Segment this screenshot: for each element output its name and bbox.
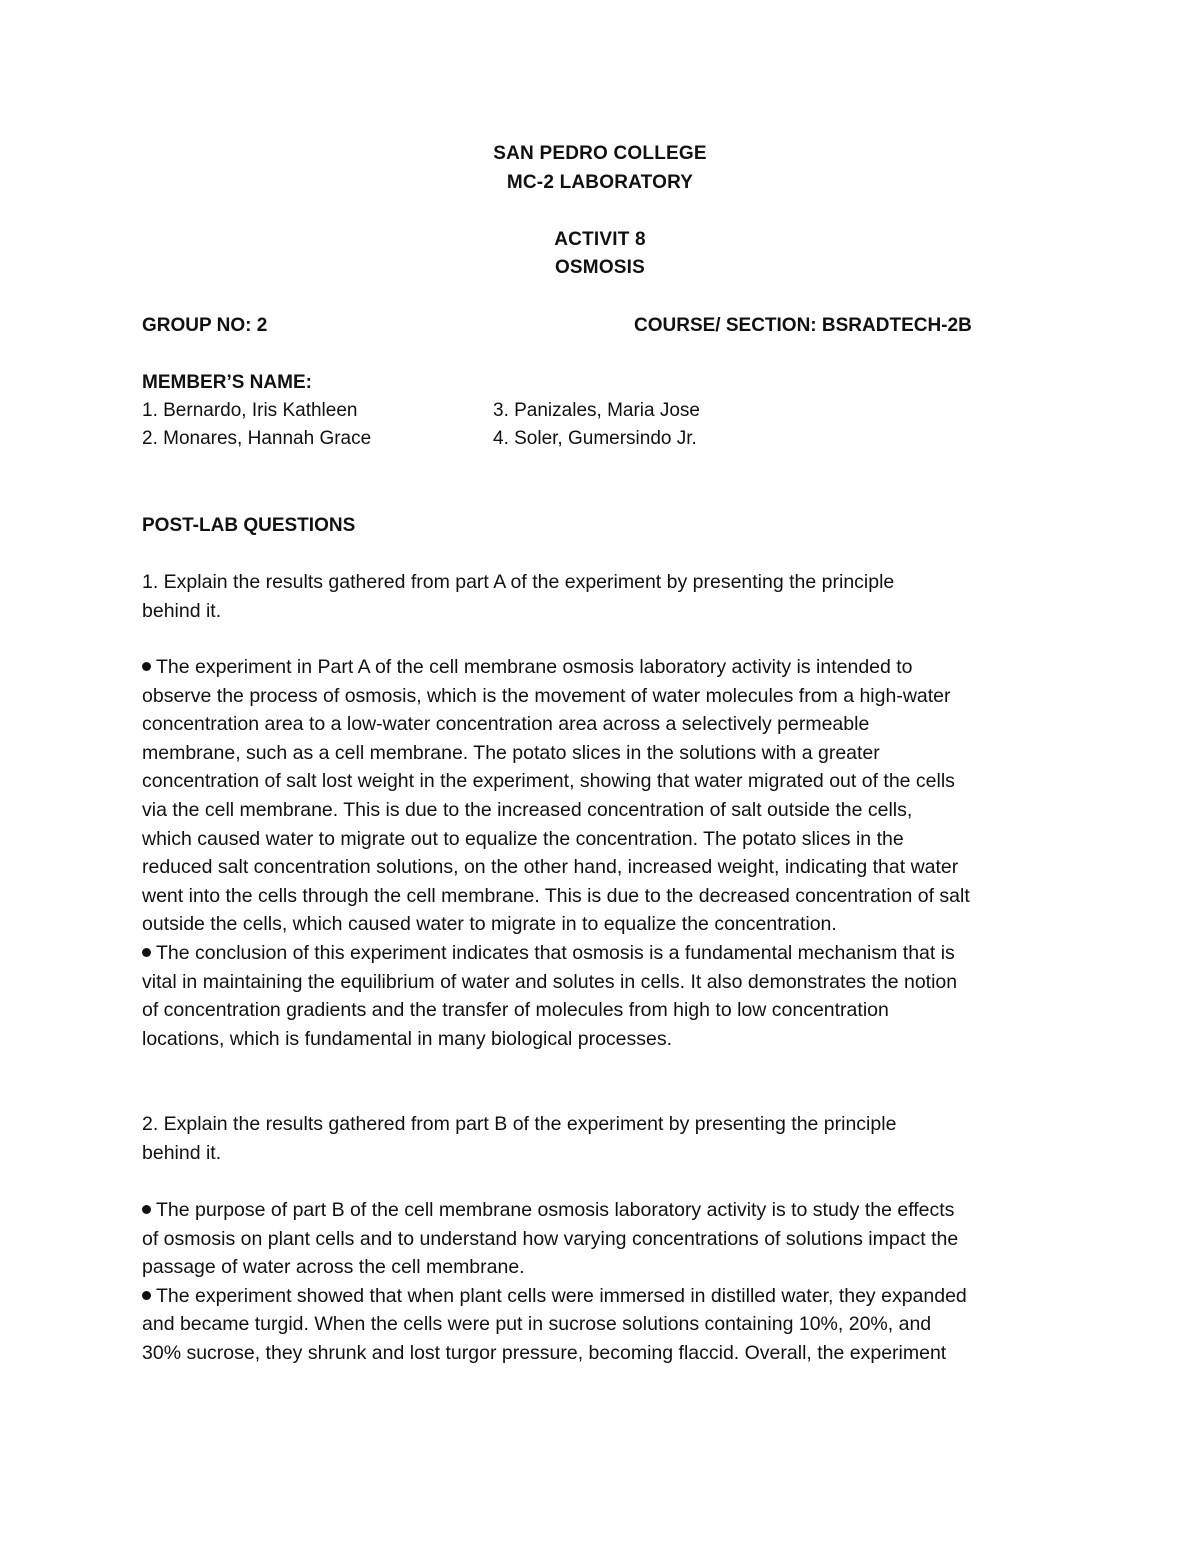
section-title: POST-LAB QUESTIONS	[142, 515, 356, 536]
answer-text: observe the process of osmosis, which is the movement of water molecules from a high-water	[142, 684, 951, 707]
answer-line	[142, 653, 1072, 682]
answer-text: 30% sucrose, they shrunk and lost turgor pressure, becoming flaccid. Overall, the experiment	[142, 1341, 947, 1364]
answer-text: concentration of salt lost weight in the experiment, showing that water migrated out of the cells	[142, 770, 955, 793]
course-section: COURSE/ SECTION: BSRADTECH-2B	[634, 315, 972, 336]
answer-text: of osmosis on plant cells and to understand how varying concentrations of solutions impact the	[142, 1227, 959, 1250]
answer-text: membrane, such as a cell membrane. The potato slices in the solutions with a greater	[142, 741, 880, 764]
member-name: 1. Bernardo, Iris Kathleen	[142, 400, 358, 421]
question-2	[142, 1110, 1072, 1167]
bullet-icon	[142, 662, 151, 671]
answer-line	[142, 767, 1072, 796]
bullet-icon	[142, 1205, 151, 1214]
answer-line	[142, 710, 1072, 739]
answer-text: via the cell membrane. This is due to the increased concentration of salt outside the cells,	[142, 798, 913, 821]
answer-line	[142, 1225, 1072, 1254]
answer-line	[142, 1253, 1072, 1282]
member-name: 4. Soler, Gumersindo Jr.	[493, 428, 697, 449]
question-line: 2. Explain the results gathered from part B of the experiment by presenting the principle	[142, 1113, 897, 1135]
answer-text: passage of water across the cell membrane.	[142, 1256, 525, 1279]
member-name: 2. Monares, Hannah Grace	[142, 428, 372, 449]
answer-text: The experiment showed that when plant cells were immersed in distilled water, they expanded	[156, 1284, 967, 1307]
answer-text: locations, which is fundamental in many biological processes.	[142, 1027, 673, 1050]
answer-text: which caused water to migrate out to equalize the concentration. The potato slices in the	[142, 827, 904, 850]
answer-line	[142, 910, 1072, 939]
activity-number: ACTIVIT 8	[554, 229, 646, 250]
bullet-icon	[142, 948, 151, 957]
answer-text: reduced salt concentration solutions, on the other hand, increased weight, indicating that water	[142, 856, 959, 879]
answer-text: The purpose of part B of the cell membrane osmosis laboratory activity is to study the effects	[156, 1199, 955, 1221]
answer-2	[142, 1196, 1072, 1368]
answer-text: outside the cells, which caused water to migrate in to equalize the concentration.	[142, 913, 837, 936]
activity-topic: OSMOSIS	[554, 257, 646, 278]
answer-text: concentration area to a low-water concentration area across a selectively permeable	[142, 713, 870, 736]
school-name: SAN PEDRO COLLEGE	[493, 143, 707, 164]
answer-1	[142, 653, 1072, 1053]
answer-text: and became turgid. When the cells were put in sucrose solutions containing 10%, 20%, and	[142, 1313, 932, 1336]
group-number: GROUP NO: 2	[142, 315, 268, 336]
answer-text: of concentration gradients and the transfer of molecules from high to low concentration	[142, 999, 889, 1022]
answer-line	[142, 968, 1072, 997]
members-label: MEMBER’S NAME:	[142, 372, 312, 393]
answer-text: vital in maintaining the equilibrium of water and solutes in cells. It also demonstrates the notion	[142, 970, 958, 993]
answer-line	[142, 853, 1072, 882]
answer-line	[142, 996, 1072, 1025]
bullet-icon	[142, 1291, 151, 1300]
answer-text: The conclusion of this experiment indicates that osmosis is a fundamental mechanism that is	[156, 941, 955, 964]
answer-line	[142, 1196, 1072, 1225]
question-line: behind it.	[142, 599, 222, 622]
question-line: behind it.	[142, 1141, 222, 1164]
answer-text: went into the cells through the cell membrane. This is due to the decreased concentration of salt	[142, 884, 970, 907]
answer-line	[142, 1310, 1072, 1339]
answer-line	[142, 1339, 1072, 1368]
question-1	[142, 568, 1072, 625]
answer-line	[142, 882, 1072, 911]
answer-line	[142, 796, 1072, 825]
lab-name: MC-2 LABORATORY	[506, 172, 694, 193]
answer-line	[142, 825, 1072, 854]
answer-line	[142, 939, 1072, 968]
answer-line	[142, 739, 1072, 768]
question-line: 1. Explain the results gathered from part A of the experiment by presenting the principle	[142, 571, 895, 593]
answer-line	[142, 1282, 1072, 1311]
answer-text: The experiment in Part A of the cell membrane osmosis laboratory activity is intended to	[156, 656, 913, 678]
answer-line	[142, 1025, 1072, 1054]
answer-line	[142, 682, 1072, 711]
member-name: 3. Panizales, Maria Jose	[493, 400, 700, 421]
